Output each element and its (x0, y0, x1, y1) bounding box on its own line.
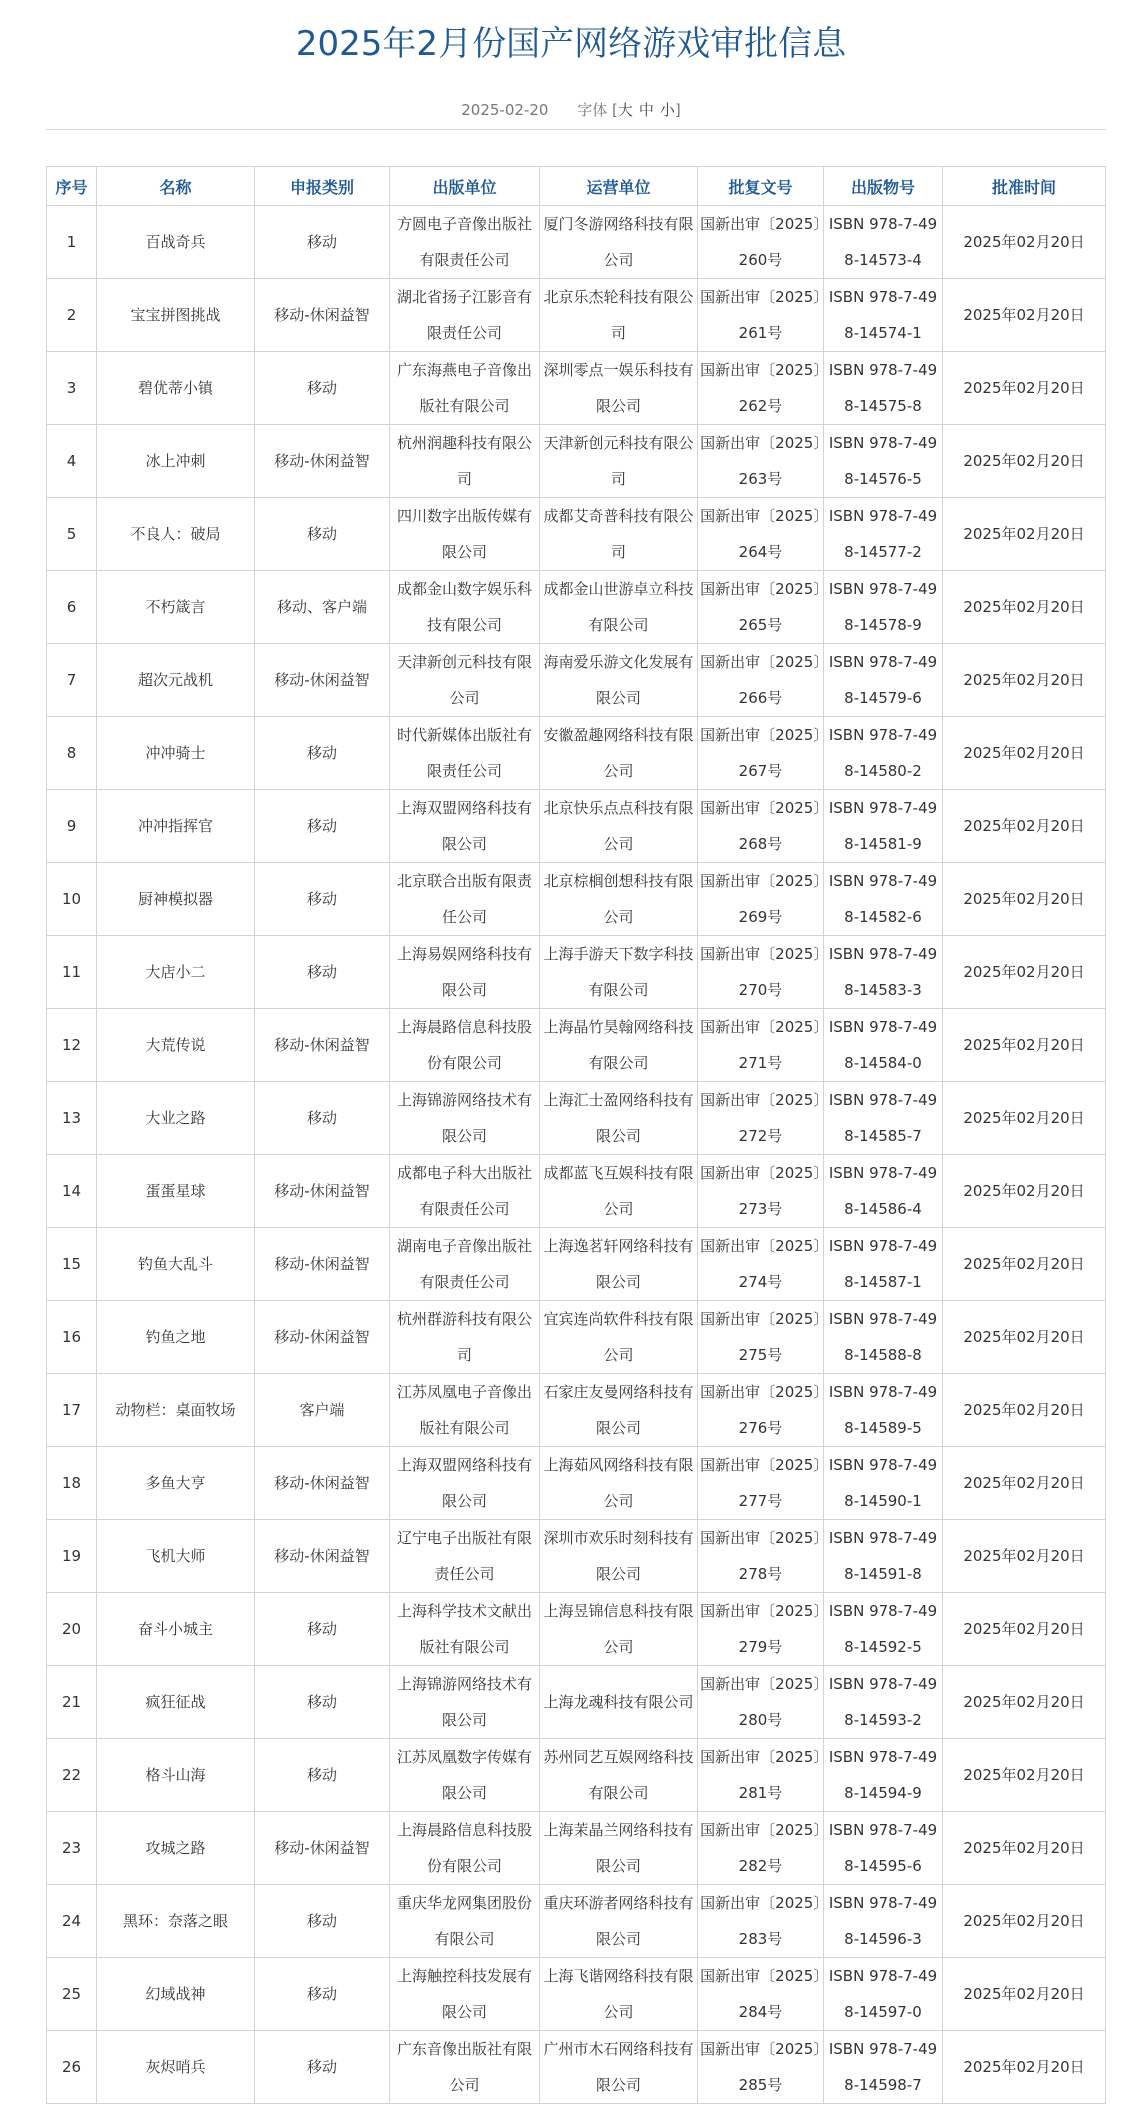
cell-isbn: ISBN 978-7-498-14587-1 (824, 1228, 943, 1301)
cell-approval-date: 2025年02月20日 (943, 2031, 1106, 2104)
cell-category: 移动 (255, 1593, 390, 1666)
header-publisher: 出版单位 (390, 167, 540, 206)
cell-isbn: ISBN 978-7-498-14577-2 (824, 498, 943, 571)
cell-category: 移动 (255, 790, 390, 863)
cell-category: 移动-休闲益智 (255, 1155, 390, 1228)
cell-category: 移动-休闲益智 (255, 1447, 390, 1520)
table-row (47, 1009, 1106, 1082)
cell-isbn: ISBN 978-7-498-14579-6 (824, 644, 943, 717)
cell-approval-no: 国新出审〔2025〕285号 (698, 2031, 824, 2104)
cell-game-name: 大业之路 (97, 1082, 255, 1155)
table-row (47, 1082, 1106, 1155)
cell-operator: 上海昱锦信息科技有限公司 (540, 1593, 698, 1666)
cell-index: 19 (47, 1520, 97, 1593)
cell-isbn: ISBN 978-7-498-14583-3 (824, 936, 943, 1009)
table-header (47, 167, 1106, 206)
cell-operator: 上海逸茗轩网络科技有限公司 (540, 1228, 698, 1301)
cell-index: 5 (47, 498, 97, 571)
cell-game-name: 冰上冲刺 (97, 425, 255, 498)
cell-isbn: ISBN 978-7-498-14597-0 (824, 1958, 943, 2031)
cell-approval-no: 国新出审〔2025〕273号 (698, 1155, 824, 1228)
cell-publisher: 重庆华龙网集团股份有限公司 (390, 1885, 540, 1958)
cell-game-name: 超次元战机 (97, 644, 255, 717)
header-isbn: 出版物号 (824, 167, 943, 206)
cell-game-name: 幻域战神 (97, 1958, 255, 2031)
table-row (47, 1447, 1106, 1520)
table-row (47, 644, 1106, 717)
cell-operator: 上海手游天下数字科技有限公司 (540, 936, 698, 1009)
cell-game-name: 碧优蒂小镇 (97, 352, 255, 425)
cell-game-name: 灰烬哨兵 (97, 2031, 255, 2104)
cell-category: 移动-休闲益智 (255, 1228, 390, 1301)
cell-approval-no: 国新出审〔2025〕270号 (698, 936, 824, 1009)
table-row (47, 1228, 1106, 1301)
cell-operator: 安徽盈趣网络科技有限公司 (540, 717, 698, 790)
cell-isbn: ISBN 978-7-498-14589-5 (824, 1374, 943, 1447)
cell-index: 15 (47, 1228, 97, 1301)
table-row (47, 206, 1106, 279)
cell-game-name: 疯狂征战 (97, 1666, 255, 1739)
table-row (47, 498, 1106, 571)
cell-approval-date: 2025年02月20日 (943, 1739, 1106, 1812)
cell-operator: 上海飞谐网络科技有限公司 (540, 1958, 698, 2031)
cell-approval-date: 2025年02月20日 (943, 1301, 1106, 1374)
cell-approval-date: 2025年02月20日 (943, 206, 1106, 279)
header-approval-date: 批准时间 (943, 167, 1106, 206)
cell-category: 移动 (255, 206, 390, 279)
cell-approval-no: 国新出审〔2025〕283号 (698, 1885, 824, 1958)
table-row (47, 571, 1106, 644)
cell-game-name: 攻城之路 (97, 1812, 255, 1885)
cell-publisher: 上海触控科技发展有限公司 (390, 1958, 540, 2031)
cell-operator: 成都蓝飞互娱科技有限公司 (540, 1155, 698, 1228)
cell-approval-date: 2025年02月20日 (943, 425, 1106, 498)
table-row (47, 1812, 1106, 1885)
cell-game-name: 宝宝拼图挑战 (97, 279, 255, 352)
article-meta (0, 96, 1142, 124)
cell-game-name: 厨神模拟器 (97, 863, 255, 936)
cell-isbn: ISBN 978-7-498-14594-9 (824, 1739, 943, 1812)
cell-approval-no: 国新出审〔2025〕277号 (698, 1447, 824, 1520)
cell-category: 移动-休闲益智 (255, 1520, 390, 1593)
cell-index: 3 (47, 352, 97, 425)
cell-publisher: 上海双盟网络科技有限公司 (390, 1447, 540, 1520)
cell-publisher: 天津新创元科技有限公司 (390, 644, 540, 717)
cell-isbn: ISBN 978-7-498-14588-8 (824, 1301, 943, 1374)
cell-operator: 上海龙魂科技有限公司 (540, 1666, 698, 1739)
cell-game-name: 黑环：奈落之眼 (97, 1885, 255, 1958)
cell-category: 移动 (255, 1958, 390, 2031)
cell-category: 移动 (255, 936, 390, 1009)
cell-operator: 海南爱乐游文化发展有限公司 (540, 644, 698, 717)
table-row (47, 790, 1106, 863)
cell-isbn: ISBN 978-7-498-14592-5 (824, 1593, 943, 1666)
cell-index: 4 (47, 425, 97, 498)
table-body (47, 206, 1106, 2104)
cell-isbn: ISBN 978-7-498-14576-5 (824, 425, 943, 498)
cell-category: 移动-休闲益智 (255, 644, 390, 717)
cell-operator: 苏州同艺互娱网络科技有限公司 (540, 1739, 698, 1812)
cell-approval-date: 2025年02月20日 (943, 790, 1106, 863)
cell-publisher: 杭州群游科技有限公司 (390, 1301, 540, 1374)
header-approval-no: 批复文号 (698, 167, 824, 206)
table-row (47, 936, 1106, 1009)
table-row (47, 1666, 1106, 1739)
header-operator: 运营单位 (540, 167, 698, 206)
cell-isbn: ISBN 978-7-498-14578-9 (824, 571, 943, 644)
cell-publisher: 北京联合出版有限责任公司 (390, 863, 540, 936)
cell-index: 18 (47, 1447, 97, 1520)
cell-category: 移动-休闲益智 (255, 1009, 390, 1082)
cell-operator: 深圳市欢乐时刻科技有限公司 (540, 1520, 698, 1593)
cell-isbn: ISBN 978-7-498-14575-8 (824, 352, 943, 425)
cell-category: 移动 (255, 717, 390, 790)
table-row (47, 1155, 1106, 1228)
cell-approval-no: 国新出审〔2025〕275号 (698, 1301, 824, 1374)
header-divider (46, 129, 1106, 130)
cell-category: 移动-休闲益智 (255, 425, 390, 498)
cell-index: 2 (47, 279, 97, 352)
table-row (47, 1520, 1106, 1593)
header-index: 序号 (47, 167, 97, 206)
cell-approval-no: 国新出审〔2025〕282号 (698, 1812, 824, 1885)
cell-index: 6 (47, 571, 97, 644)
cell-publisher: 上海易娱网络科技有限公司 (390, 936, 540, 1009)
cell-game-name: 多鱼大亨 (97, 1447, 255, 1520)
cell-publisher: 时代新媒体出版社有限责任公司 (390, 717, 540, 790)
cell-isbn: ISBN 978-7-498-14582-6 (824, 863, 943, 936)
cell-publisher: 杭州润趣科技有限公司 (390, 425, 540, 498)
cell-publisher: 湖北省扬子江影音有限责任公司 (390, 279, 540, 352)
cell-index: 13 (47, 1082, 97, 1155)
cell-approval-no: 国新出审〔2025〕281号 (698, 1739, 824, 1812)
cell-publisher: 成都电子科大出版社有限责任公司 (390, 1155, 540, 1228)
cell-approval-date: 2025年02月20日 (943, 1082, 1106, 1155)
table-row (47, 352, 1106, 425)
approval-table (46, 166, 1106, 2104)
cell-game-name: 奋斗小城主 (97, 1593, 255, 1666)
header-row (47, 167, 1106, 206)
cell-publisher: 上海双盟网络科技有限公司 (390, 790, 540, 863)
cell-isbn: ISBN 978-7-498-14591-8 (824, 1520, 943, 1593)
cell-game-name: 钓鱼之地 (97, 1301, 255, 1374)
cell-index: 7 (47, 644, 97, 717)
cell-approval-no: 国新出审〔2025〕266号 (698, 644, 824, 717)
cell-publisher: 上海晨路信息科技股份有限公司 (390, 1009, 540, 1082)
table-row (47, 1739, 1106, 1812)
cell-game-name: 大店小二 (97, 936, 255, 1009)
header-category: 申报类别 (255, 167, 390, 206)
cell-category: 移动-休闲益智 (255, 1812, 390, 1885)
cell-publisher: 湖南电子音像出版社有限责任公司 (390, 1228, 540, 1301)
cell-publisher: 四川数字出版传媒有限公司 (390, 498, 540, 571)
cell-approval-date: 2025年02月20日 (943, 279, 1106, 352)
page-title: 2025年2月份国产网络游戏审批信息 (295, 24, 847, 64)
table-row (47, 717, 1106, 790)
cell-index: 10 (47, 863, 97, 936)
cell-approval-date: 2025年02月20日 (943, 1593, 1106, 1666)
cell-approval-no: 国新出审〔2025〕269号 (698, 863, 824, 936)
cell-game-name: 大荒传说 (97, 1009, 255, 1082)
cell-game-name: 动物栏：桌面牧场 (97, 1374, 255, 1447)
cell-game-name: 格斗山海 (97, 1739, 255, 1812)
cell-approval-date: 2025年02月20日 (943, 1155, 1106, 1228)
cell-category: 移动 (255, 1666, 390, 1739)
cell-index: 14 (47, 1155, 97, 1228)
cell-approval-date: 2025年02月20日 (943, 352, 1106, 425)
cell-isbn: ISBN 978-7-498-14598-7 (824, 2031, 943, 2104)
cell-approval-no: 国新出审〔2025〕265号 (698, 571, 824, 644)
cell-category: 移动 (255, 2031, 390, 2104)
cell-approval-no: 国新出审〔2025〕263号 (698, 425, 824, 498)
cell-game-name: 钓鱼大乱斗 (97, 1228, 255, 1301)
cell-category: 移动、客户端 (255, 571, 390, 644)
cell-operator: 天津新创元科技有限公司 (540, 425, 698, 498)
cell-operator: 成都艾奇普科技有限公司 (540, 498, 698, 571)
font-size-label: 字体 (577, 101, 608, 119)
cell-operator: 厦门冬游网络科技有限公司 (540, 206, 698, 279)
cell-approval-no: 国新出审〔2025〕272号 (698, 1082, 824, 1155)
cell-category: 客户端 (255, 1374, 390, 1447)
cell-game-name: 百战奇兵 (97, 206, 255, 279)
cell-publisher: 辽宁电子出版社有限责任公司 (390, 1520, 540, 1593)
cell-isbn: ISBN 978-7-498-14595-6 (824, 1812, 943, 1885)
cell-approval-date: 2025年02月20日 (943, 1958, 1106, 2031)
cell-operator: 深圳零点一娱乐科技有限公司 (540, 352, 698, 425)
cell-approval-date: 2025年02月20日 (943, 644, 1106, 717)
cell-isbn: ISBN 978-7-498-14586-4 (824, 1155, 943, 1228)
cell-approval-date: 2025年02月20日 (943, 717, 1106, 790)
cell-publisher: 上海科学技术文献出版社有限公司 (390, 1593, 540, 1666)
cell-isbn: ISBN 978-7-498-14596-3 (824, 1885, 943, 1958)
cell-approval-date: 2025年02月20日 (943, 1374, 1106, 1447)
cell-publisher: 上海晨路信息科技股份有限公司 (390, 1812, 540, 1885)
cell-approval-date: 2025年02月20日 (943, 1666, 1106, 1739)
cell-approval-no: 国新出审〔2025〕261号 (698, 279, 824, 352)
cell-approval-no: 国新出审〔2025〕279号 (698, 1593, 824, 1666)
cell-operator: 重庆环游者网络科技有限公司 (540, 1885, 698, 1958)
cell-game-name: 蛋蛋星球 (97, 1155, 255, 1228)
cell-isbn: ISBN 978-7-498-14590-1 (824, 1447, 943, 1520)
cell-operator: 北京乐杰轮科技有限公司 (540, 279, 698, 352)
cell-approval-date: 2025年02月20日 (943, 571, 1106, 644)
cell-publisher: 上海锦游网络技术有限公司 (390, 1082, 540, 1155)
cell-isbn: ISBN 978-7-498-14580-2 (824, 717, 943, 790)
cell-index: 26 (47, 2031, 97, 2104)
cell-operator: 成都金山世游卓立科技有限公司 (540, 571, 698, 644)
cell-category: 移动 (255, 863, 390, 936)
cell-approval-date: 2025年02月20日 (943, 1009, 1106, 1082)
cell-game-name: 不良人：破局 (97, 498, 255, 571)
cell-approval-no: 国新出审〔2025〕262号 (698, 352, 824, 425)
cell-index: 21 (47, 1666, 97, 1739)
table-row (47, 1374, 1106, 1447)
table-row (47, 863, 1106, 936)
cell-publisher: 江苏凤凰电子音像出版社有限公司 (390, 1374, 540, 1447)
cell-publisher: 广东海燕电子音像出版社有限公司 (390, 352, 540, 425)
cell-index: 9 (47, 790, 97, 863)
table-row (47, 1885, 1106, 1958)
cell-publisher: 方圆电子音像出版社有限责任公司 (390, 206, 540, 279)
cell-publisher: 成都金山数字娱乐科技有限公司 (390, 571, 540, 644)
cell-index: 22 (47, 1739, 97, 1812)
cell-approval-no: 国新出审〔2025〕271号 (698, 1009, 824, 1082)
cell-operator: 上海茉晶兰网络科技有限公司 (540, 1812, 698, 1885)
cell-isbn: ISBN 978-7-498-14581-9 (824, 790, 943, 863)
cell-isbn: ISBN 978-7-498-14574-1 (824, 279, 943, 352)
cell-approval-date: 2025年02月20日 (943, 1228, 1106, 1301)
table-row (47, 425, 1106, 498)
cell-isbn: ISBN 978-7-498-14573-4 (824, 206, 943, 279)
cell-publisher: 广东音像出版社有限公司 (390, 2031, 540, 2104)
cell-index: 8 (47, 717, 97, 790)
cell-index: 1 (47, 206, 97, 279)
cell-approval-no: 国新出审〔2025〕267号 (698, 717, 824, 790)
cell-approval-date: 2025年02月20日 (943, 1812, 1106, 1885)
cell-operator: 上海汇士盈网络科技有限公司 (540, 1082, 698, 1155)
cell-index: 25 (47, 1958, 97, 2031)
cell-index: 20 (47, 1593, 97, 1666)
cell-category: 移动 (255, 1082, 390, 1155)
cell-index: 24 (47, 1885, 97, 1958)
cell-index: 16 (47, 1301, 97, 1374)
cell-publisher: 上海锦游网络技术有限公司 (390, 1666, 540, 1739)
cell-operator: 广州市木石网络科技有限公司 (540, 2031, 698, 2104)
cell-approval-date: 2025年02月20日 (943, 1885, 1106, 1958)
cell-approval-no: 国新出审〔2025〕260号 (698, 206, 824, 279)
cell-game-name: 冲冲骑士 (97, 717, 255, 790)
cell-game-name: 冲冲指挥官 (97, 790, 255, 863)
cell-approval-no: 国新出审〔2025〕276号 (698, 1374, 824, 1447)
cell-approval-date: 2025年02月20日 (943, 498, 1106, 571)
cell-approval-no: 国新出审〔2025〕264号 (698, 498, 824, 571)
cell-index: 12 (47, 1009, 97, 1082)
cell-operator: 上海茹风网络科技有限公司 (540, 1447, 698, 1520)
cell-operator: 上海晶竹昊翰网络科技有限公司 (540, 1009, 698, 1082)
cell-game-name: 不朽箴言 (97, 571, 255, 644)
cell-operator: 北京快乐点点科技有限公司 (540, 790, 698, 863)
cell-approval-date: 2025年02月20日 (943, 1520, 1106, 1593)
cell-index: 11 (47, 936, 97, 1009)
publish-date: 2025-02-20 (461, 101, 549, 119)
table-row (47, 1301, 1106, 1374)
cell-category: 移动 (255, 1885, 390, 1958)
table-row (47, 2031, 1106, 2104)
cell-approval-no: 国新出审〔2025〕278号 (698, 1520, 824, 1593)
font-size-bracket-open: [ (612, 101, 618, 119)
cell-approval-no: 国新出审〔2025〕268号 (698, 790, 824, 863)
cell-publisher: 江苏凤凰数字传媒有限公司 (390, 1739, 540, 1812)
header-name: 名称 (97, 167, 255, 206)
cell-approval-date: 2025年02月20日 (943, 863, 1106, 936)
cell-approval-date: 2025年02月20日 (943, 936, 1106, 1009)
table-row (47, 1593, 1106, 1666)
cell-approval-no: 国新出审〔2025〕280号 (698, 1666, 824, 1739)
cell-approval-no: 国新出审〔2025〕284号 (698, 1958, 824, 2031)
font-size-small-button[interactable]: 小 (659, 101, 675, 119)
cell-category: 移动 (255, 352, 390, 425)
cell-operator: 北京棕榈创想科技有限公司 (540, 863, 698, 936)
cell-isbn: ISBN 978-7-498-14585-7 (824, 1082, 943, 1155)
font-size-large-button[interactable]: 大 (617, 101, 633, 119)
table-row (47, 1958, 1106, 2031)
table-row (47, 279, 1106, 352)
cell-index: 17 (47, 1374, 97, 1447)
cell-operator: 石家庄友曼网络科技有限公司 (540, 1374, 698, 1447)
cell-approval-date: 2025年02月20日 (943, 1447, 1106, 1520)
cell-isbn: ISBN 978-7-498-14584-0 (824, 1009, 943, 1082)
cell-category: 移动 (255, 1739, 390, 1812)
cell-index: 23 (47, 1812, 97, 1885)
cell-isbn: ISBN 978-7-498-14593-2 (824, 1666, 943, 1739)
cell-operator: 宜宾连尚软件科技有限公司 (540, 1301, 698, 1374)
font-size-medium-button[interactable]: 中 (638, 101, 654, 119)
cell-category: 移动-休闲益智 (255, 1301, 390, 1374)
cell-category: 移动-休闲益智 (255, 279, 390, 352)
cell-game-name: 飞机大师 (97, 1520, 255, 1593)
font-size-bracket-close: ] (674, 101, 681, 119)
cell-category: 移动 (255, 498, 390, 571)
cell-approval-no: 国新出审〔2025〕274号 (698, 1228, 824, 1301)
